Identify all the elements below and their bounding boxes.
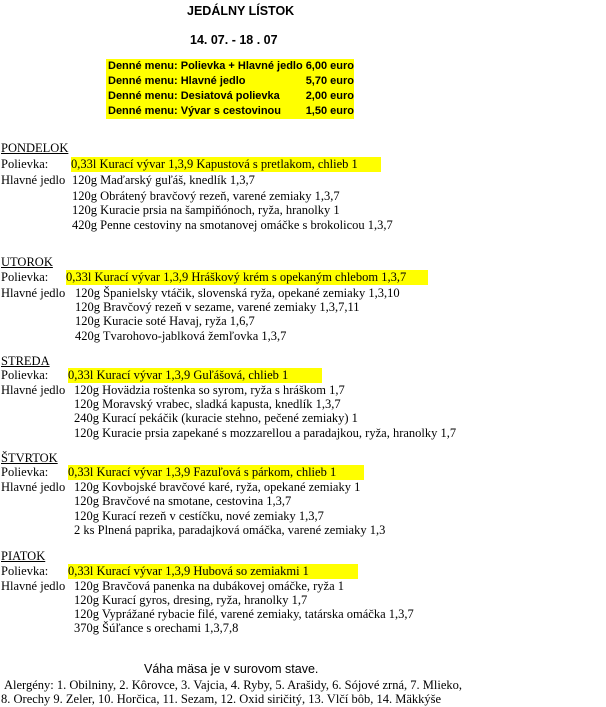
price-label: Denné menu: Hlavné jedlo [108, 75, 246, 87]
main-label: Hlavné jedlo [1, 480, 66, 494]
main-item: 120g Bravčový rezeň v sezame, varené zemiaky 1,3,7,11 [75, 300, 360, 314]
main-label: Hlavné jedlo [1, 286, 66, 300]
main-item: 370g Šúľance s orechami 1,3,7,8 [74, 621, 239, 635]
weight-note: Váha mäsa je v surovom stave. [144, 662, 319, 676]
main-item: 120g Kurací gyros, dresing, ryža, hranolky 1,7 [74, 593, 308, 607]
main-item: 120g Bravčová panenka na dubákovej omáčke, ryža 1 [74, 579, 345, 593]
main-item: 420g Tvarohovo-jablková žemľovka 1,3,7 [75, 329, 287, 343]
price-label: Denné menu: Polievka + Hlavné jedlo [108, 60, 303, 72]
price-value: 6,00 euro [305, 60, 354, 72]
main-item: 240g Kurací pekáčik (kuracie stehno, pečené zemiaky) 1 [74, 411, 358, 425]
main-item: 120g Kuracie prsia zapekané s mozzarellou a paradajkou, ryža, hranolky 1,7 [74, 426, 457, 440]
price-label: Denné menu: Vývar s cestovinou [108, 105, 281, 117]
main-item: 420g Penne cestoviny na smotanovej omáčke s brokolicou 1,3,7 [72, 218, 393, 232]
soup-item: 0,33l Kurací vývar 1,3,9 Hráškový krém s opekaným chlebom 1,3,7 [66, 270, 428, 285]
price-row [106, 74, 354, 89]
price-row [106, 89, 354, 104]
allergens-line-1: Alergény: 1. Obilniny, 2. Kôrovce, 3. Vajcia, 4. Ryby, 5. Arašidy, 6. Sójové zrná, 7. Mlieko, [4, 678, 462, 692]
soup-item: 0,33l Kurací vývar 1,3,9 Hubová so zemiakmi 1 [68, 564, 358, 579]
main-item: 120g Kovbojské bravčové karé, ryža, opekané zemiaky 1 [74, 480, 361, 494]
soup-item: 0,33l Kurací vývar 1,3,9 Guľášová, chlieb 1 [68, 368, 322, 383]
main-item: 120g Hovädzia roštenka so syrom, ryža s hráškom 1,7 [74, 383, 345, 397]
soup-item: 0,33l Kurací vývar 1,3,9 Fazuľová s párkom, chlieb 1 [68, 465, 364, 480]
soup-label: Polievka: [1, 368, 49, 382]
price-label: Denné menu: Desiatová polievka [108, 90, 280, 102]
price-row [106, 59, 354, 74]
main-item: 120g Kurací rezeň v cestíčku, nové zemiaky 1,3,7 [74, 509, 324, 523]
main-item: 120g Vyprážané rybacie filé, varené zemiaky, tatárska omáčka 1,3,7 [74, 607, 414, 621]
day-heading-stvrtok: ŠTVRTOK [1, 451, 58, 465]
price-value: 1,50 euro [305, 105, 354, 117]
main-label: Hlavné jedlo [1, 383, 66, 397]
soup-label: Polievka: [1, 465, 49, 479]
price-value: 2,00 euro [305, 90, 354, 102]
main-item: 120g Obrátený bravčový rezeň, varené zemiaky 1,3,7 [72, 189, 340, 203]
price-row [106, 104, 354, 119]
soup-label: Polievka: [1, 270, 49, 284]
allergens-line-2: 8. Orechy 9. Zeler, 10. Horčica, 11. Sezam, 12. Oxid siričitý, 13. Vlčí bôb, 14. Mäkkýše [1, 692, 442, 706]
main-item: 120g Kuracie prsia na šampiňónoch, ryža, hranolky 1 [72, 203, 340, 217]
main-item: 120g Španielsky vtáčik, slovenská ryža, opekané zemiaky 1,3,10 [75, 286, 400, 300]
main-item: 120g Kuracie soté Havaj, ryža 1,6,7 [75, 314, 255, 328]
main-item: 120g Moravský vrabec, sladká kapusta, knedlík 1,3,7 [74, 397, 341, 411]
day-heading-pondelok: PONDELOK [1, 141, 69, 155]
main-label: Hlavné jedlo [1, 173, 66, 187]
day-heading-piatok: PIATOK [1, 549, 46, 563]
page-title: JEDÁLNY LÍSTOK [187, 4, 295, 18]
day-heading-utorok: UTOROK [1, 255, 53, 269]
main-item: 120g Maďarský guľáš, knedlík 1,3,7 [72, 173, 255, 187]
soup-label: Polievka: [1, 564, 49, 578]
main-label: Hlavné jedlo [1, 579, 66, 593]
day-heading-streda: STREDA [1, 354, 50, 368]
price-value: 5,70 euro [305, 75, 354, 87]
date-range: 14. 07. - 18 . 07 [190, 33, 278, 47]
main-item: 120g Bravčové na smotane, cestovina 1,3,7 [74, 494, 292, 508]
main-item: 2 ks Plnená paprika, paradajková omáčka, varené zemiaky 1,3 [74, 523, 386, 537]
soup-item: 0,33l Kurací vývar 1,3,9 Kapustová s pretlakom, chlieb 1 [71, 157, 381, 172]
soup-label: Polievka: [1, 157, 49, 171]
